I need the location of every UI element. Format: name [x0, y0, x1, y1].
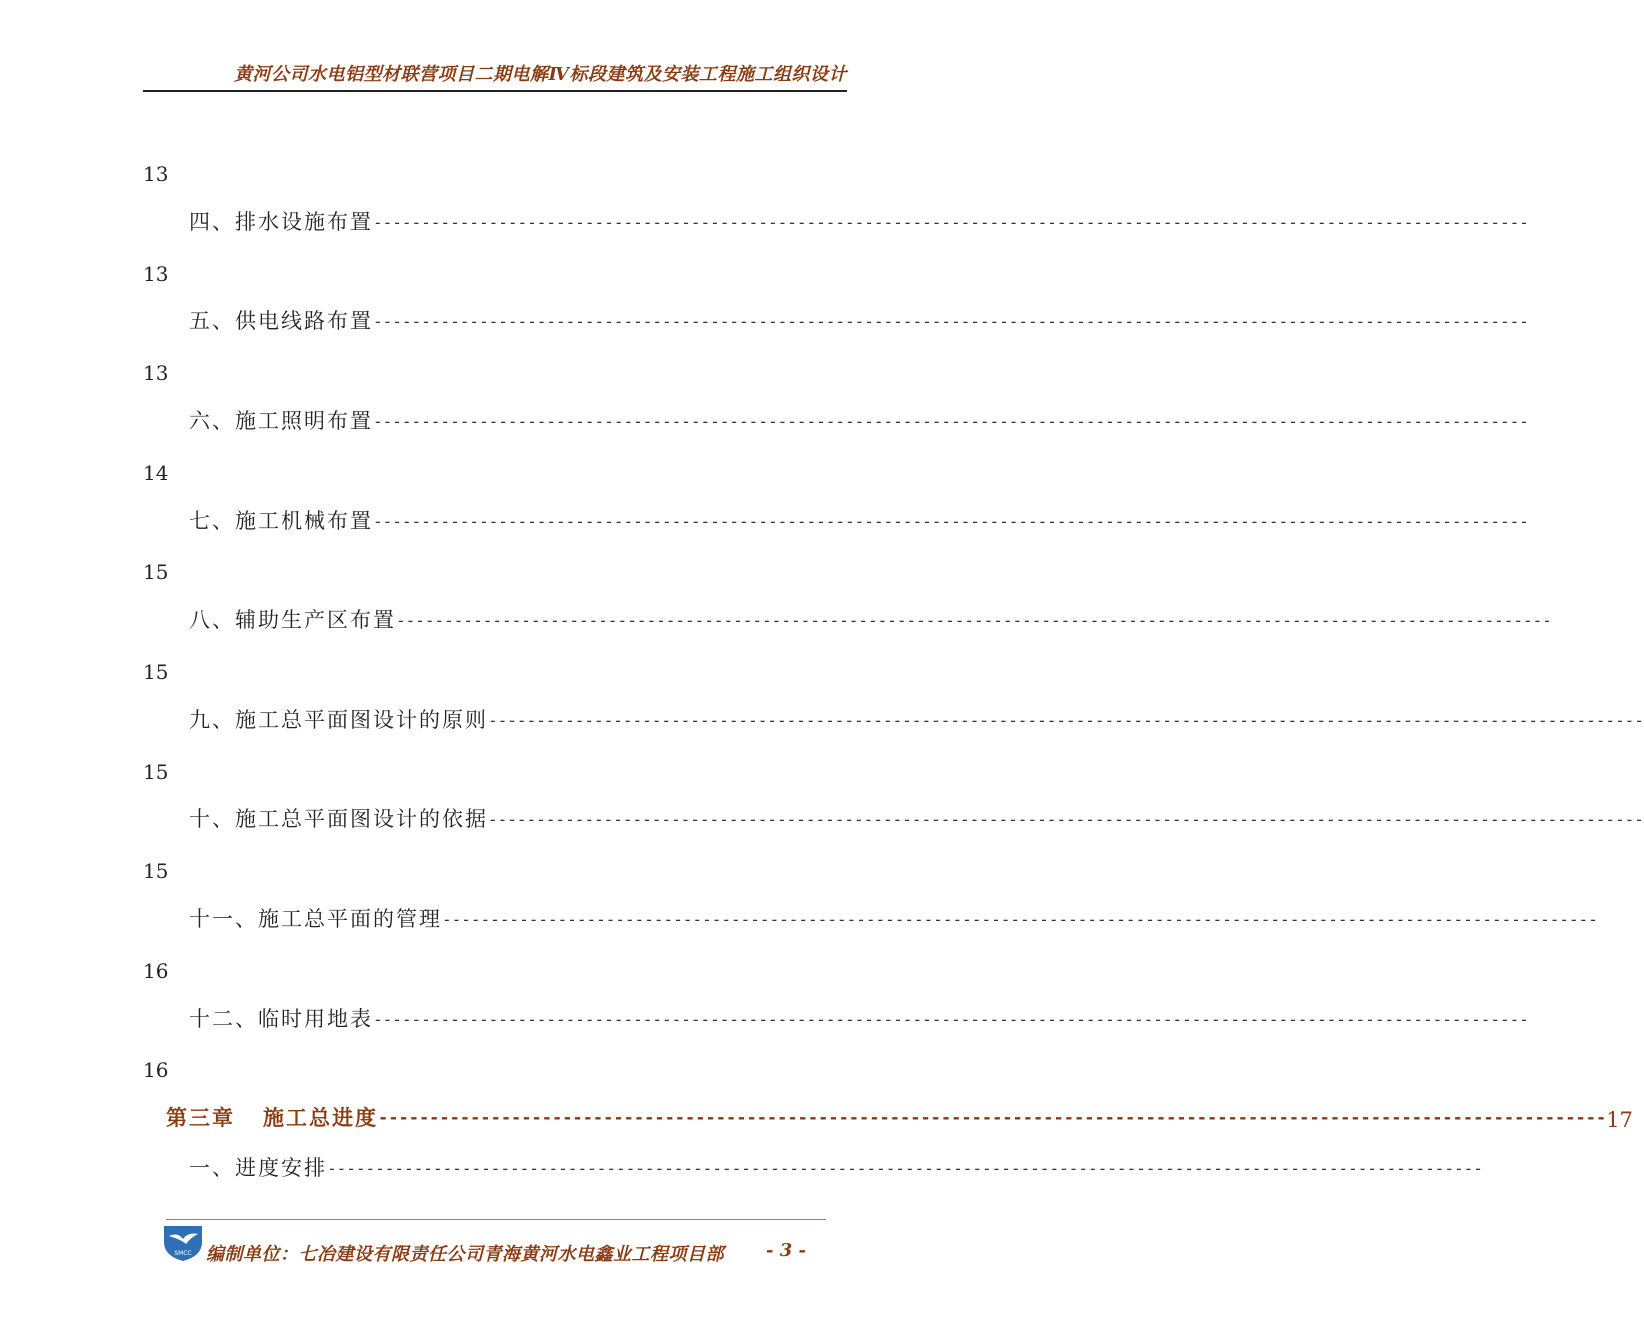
toc-entry[interactable] — [189, 1003, 1529, 1033]
chapter-label: 第三章 — [166, 1105, 235, 1130]
toc-leader: ------------------------------------------------------------------------------------------------------------------------ — [488, 711, 1644, 730]
toc-entry[interactable] — [189, 1152, 1483, 1182]
toc-entry-title: 五、供电线路布置 — [189, 309, 373, 333]
toc-entry[interactable] — [189, 704, 1644, 734]
toc-entry[interactable] — [189, 803, 1644, 833]
company-logo-icon — [160, 1222, 206, 1262]
chapter-page-number: 17 — [1606, 1108, 1633, 1132]
toc-page-number: 13 — [143, 361, 169, 385]
toc-page-number: 13 — [143, 262, 169, 286]
toc-entry-title: 十二、临时用地表 — [189, 1007, 373, 1031]
toc-entry-title: 四、排水设施布置 — [189, 210, 373, 234]
toc-entry-title: 六、施工照明布置 — [189, 409, 373, 433]
toc-entry[interactable] — [189, 604, 1552, 634]
toc-leader: ------------------------------------------------------------------------------------------------------------------------ — [378, 1108, 1607, 1128]
toc-entry-title: 十一、施工总平面的管理 — [189, 907, 442, 931]
toc-leader: ------------------------------------------------------------------------------------------------------------------------ — [396, 611, 1552, 630]
toc-entry[interactable] — [189, 206, 1529, 236]
toc-page-number: 15 — [143, 760, 169, 784]
toc-entry-title: 八、辅助生产区布置 — [189, 608, 396, 632]
toc-entry-title: 九、施工总平面图设计的原则 — [189, 708, 488, 732]
toc-entry-title: 十、施工总平面图设计的依据 — [189, 807, 488, 831]
toc-leader: ------------------------------------------------------------------------------------------------------------------------ — [373, 213, 1529, 232]
logo-text: SMCC — [174, 1250, 192, 1257]
toc-page-number: 16 — [143, 959, 169, 983]
footer-page-number: - 3 - — [766, 1240, 806, 1261]
toc-entry-title: 七、施工机械布置 — [189, 509, 373, 533]
toc-leader: ------------------------------------------------------------------------------------------------------------------------ — [488, 810, 1644, 829]
toc-entry[interactable] — [189, 903, 1598, 933]
toc-page-number: 15 — [143, 660, 169, 684]
toc-page-number: 14 — [143, 461, 169, 485]
toc-entry-title: 一、进度安排 — [189, 1156, 327, 1180]
toc-page-number: 15 — [143, 859, 169, 883]
toc-page-number: 15 — [143, 560, 169, 584]
header-title: 黄河公司水电铝型材联营项目二期电解Ⅳ标段建筑及安装工程施工组织设计 — [234, 64, 847, 85]
toc-leader: ------------------------------------------------------------------------------------------------------------------------ — [373, 1010, 1529, 1029]
toc-leader: ------------------------------------------------------------------------------------------------------------------------ — [373, 412, 1529, 431]
toc-leader: ------------------------------------------------------------------------------------------------------------------------ — [327, 1159, 1483, 1178]
toc-page-number: 13 — [143, 162, 169, 186]
toc-page-number: 16 — [143, 1058, 169, 1082]
footer-unit: 编制单位：七冶建设有限责任公司青海黄河水电鑫业工程项目部 — [206, 1244, 724, 1265]
toc-leader: ------------------------------------------------------------------------------------------------------------------------ — [373, 312, 1529, 331]
chapter-title: 施工总进度 — [263, 1105, 378, 1130]
toc-leader: ------------------------------------------------------------------------------------------------------------------------ — [373, 512, 1529, 531]
footer-divider — [166, 1219, 826, 1220]
toc-entry[interactable] — [189, 305, 1529, 335]
toc-leader: ------------------------------------------------------------------------------------------------------------------------ — [442, 910, 1598, 929]
toc-chapter[interactable] — [166, 1100, 1633, 1132]
toc-entry[interactable] — [189, 405, 1529, 435]
toc-entry[interactable] — [189, 505, 1529, 535]
